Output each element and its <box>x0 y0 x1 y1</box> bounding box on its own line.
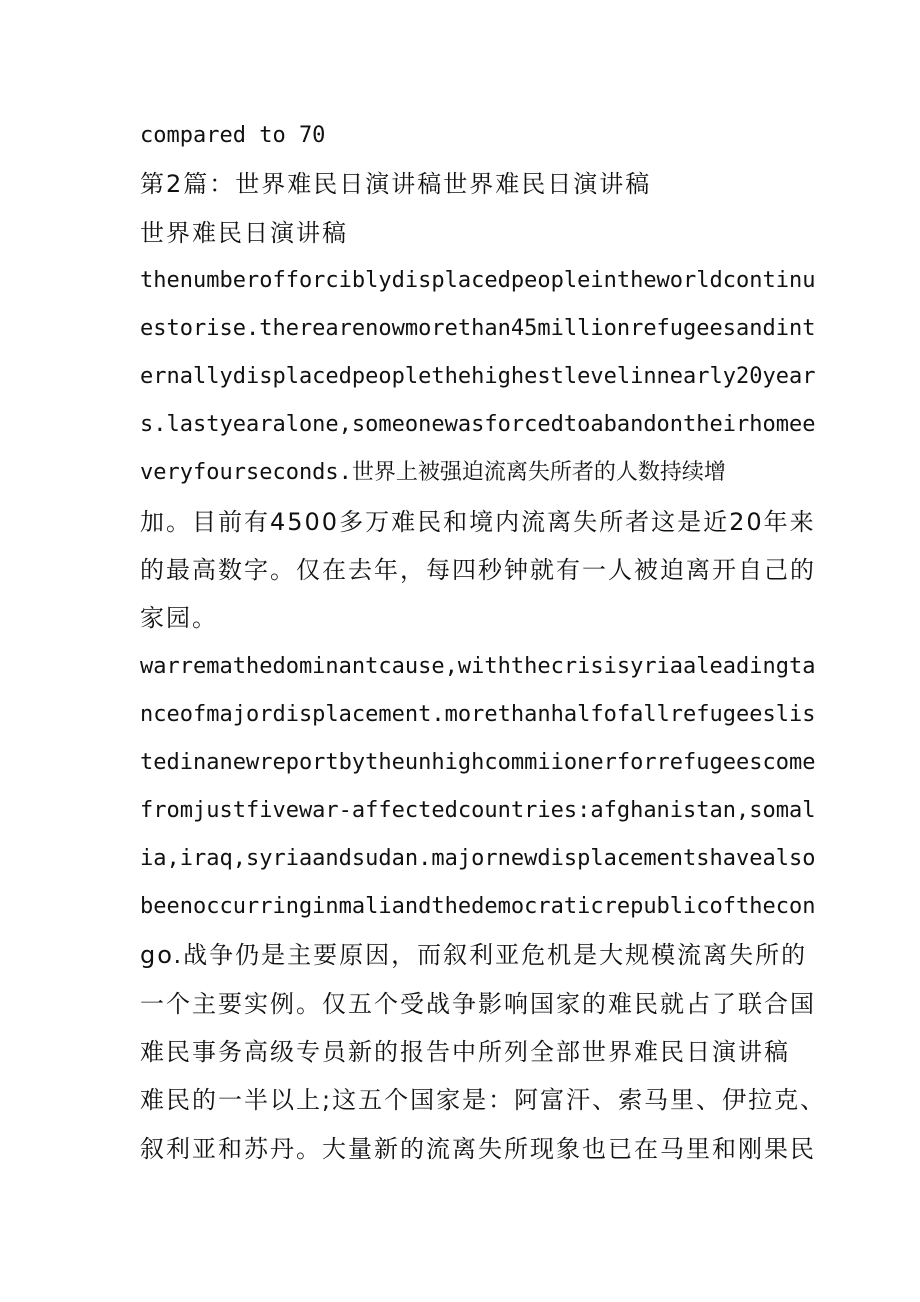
text-line-21: 难民的一半以上;这五个国家是：阿富汗、索马里、伊拉克、 <box>140 1086 827 1114</box>
section-heading: 第2篇：世界难民日演讲稿世界难民日演讲稿 <box>140 170 652 198</box>
text-line-12: warremathedominantcause,withthecrisisyriaaleadingta <box>140 654 816 679</box>
text-line-18: go.战争仍是主要原因，而叙利亚危机是大规模流离失所的 <box>140 941 808 969</box>
text-line-8: veryfourseconds.世界上被强迫流离失所者的人数持续增 <box>140 460 726 485</box>
text-line-7: s.lastyearalone,someonewasforcedtoabandontheirhomee <box>140 412 816 437</box>
text-line-10: 的最高数字。仅在去年，每四秒钟就有一人被迫离开自己的 <box>140 556 816 584</box>
text-line-6: ernallydisplacedpeoplethehighestlevelinnearly20year <box>140 364 816 389</box>
subheading: 世界难民日演讲稿 <box>140 219 348 247</box>
text-line-5: estorise.therearenowmorethan45millionrefugeesandint <box>140 316 816 341</box>
text-line-16: ia,iraq,syriaandsudan.majornewdisplacementshavealso <box>140 846 816 871</box>
text-line-4: thenumberofforciblydisplacedpeopleintheworldcontinu <box>140 268 816 293</box>
text-line-11: 家园。 <box>140 604 218 632</box>
text-line-20: 难民事务高级专员新的报告中所列全部世界难民日演讲稿 <box>140 1038 790 1066</box>
text-line-15: fromjustfivewar-affectedcountries:afghanistan,somal <box>140 798 816 823</box>
text-line-14: tedinanewreportbytheunhighcommiionerforrefugeescome <box>140 750 816 775</box>
text-line-13: nceofmajordisplacement.morethanhalfofallrefugeeslis <box>140 702 816 727</box>
text-line-9: 加。目前有4500多万难民和境内流离失所者这是近20年来 <box>140 508 816 536</box>
text-line-22: 叙利亚和苏丹。大量新的流离失所现象也已在马里和刚果民 <box>140 1135 816 1163</box>
text-line-1: compared to 70 <box>140 123 326 148</box>
text-line-17: beenoccurringinmaliandthedemocraticrepublicofthecon <box>140 894 816 919</box>
text-line-19: 一个主要实例。仅五个受战争影响国家的难民就占了联合国 <box>140 990 816 1018</box>
